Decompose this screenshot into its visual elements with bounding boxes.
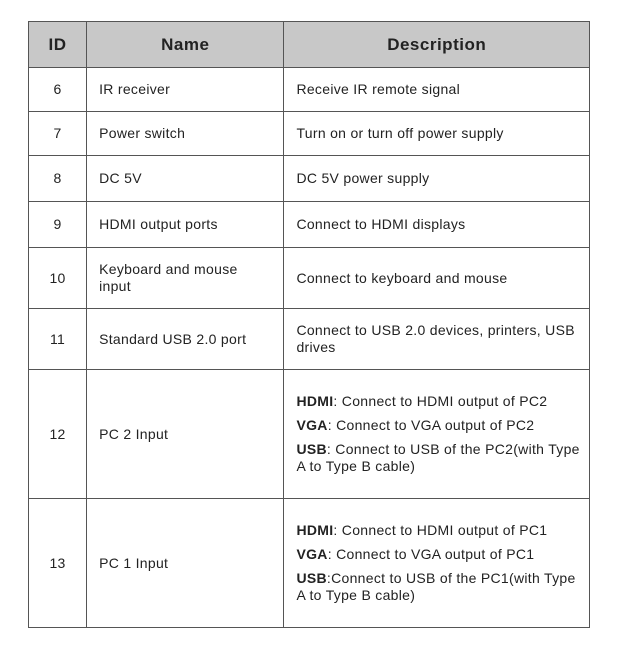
description-item	[296, 417, 581, 434]
header-row	[29, 22, 590, 68]
row-name: IR receiver	[87, 68, 284, 112]
row-id: 13	[29, 499, 87, 628]
description-item	[296, 570, 581, 604]
description-item-text: : Connect to VGA output of PC2	[327, 417, 535, 433]
description-item-text: : Connect to VGA output of PC1	[327, 546, 535, 562]
row-name: DC 5V	[87, 156, 284, 202]
table-row	[29, 68, 590, 112]
table-row	[29, 202, 590, 248]
row-description: DC 5V power supply	[284, 156, 590, 202]
description-item-label: HDMI	[296, 522, 334, 538]
spec-table	[28, 21, 590, 628]
description-item-label: VGA	[296, 546, 328, 562]
table-row	[29, 309, 590, 370]
row-name: Power switch	[87, 112, 284, 156]
description-item	[296, 441, 581, 475]
table-row	[29, 248, 590, 309]
row-id: 12	[29, 370, 87, 499]
row-name: Keyboard and mouse input	[87, 248, 284, 309]
table-body	[29, 68, 590, 628]
description-item-label: HDMI	[296, 393, 334, 409]
row-description: Connect to USB 2.0 devices, printers, USB drives	[284, 309, 590, 370]
row-name: Standard USB 2.0 port	[87, 309, 284, 370]
row-name: HDMI output ports	[87, 202, 284, 248]
table-row	[29, 112, 590, 156]
description-item	[296, 393, 581, 410]
header-description: Description	[284, 22, 590, 68]
description-item	[296, 522, 581, 539]
header-id: ID	[29, 22, 87, 68]
row-description: Connect to keyboard and mouse	[284, 248, 590, 309]
table-row	[29, 156, 590, 202]
description-item-text: :Connect to USB of the PC1(with Type A to Type B cable)	[296, 570, 576, 603]
description-item-label: VGA	[296, 417, 328, 433]
description-item	[296, 546, 581, 563]
description-item-text: : Connect to HDMI output of PC2	[333, 393, 548, 409]
row-id: 7	[29, 112, 87, 156]
row-id: 11	[29, 309, 87, 370]
description-item-label: USB	[296, 570, 327, 586]
table-row	[29, 499, 590, 628]
row-id: 6	[29, 68, 87, 112]
row-description: Turn on or turn off power supply	[284, 112, 590, 156]
description-item-text: : Connect to HDMI output of PC1	[333, 522, 548, 538]
table-row	[29, 370, 590, 499]
row-id: 9	[29, 202, 87, 248]
row-description: Receive IR remote signal	[284, 68, 590, 112]
description-item-label: USB	[296, 441, 327, 457]
row-description	[284, 370, 590, 499]
table-header	[29, 22, 590, 68]
row-name: PC 2 Input	[87, 370, 284, 499]
row-description	[284, 499, 590, 628]
row-name: PC 1 Input	[87, 499, 284, 628]
description-item-text: : Connect to USB of the PC2(with Type A to Type B cable)	[296, 441, 580, 474]
row-id: 8	[29, 156, 87, 202]
row-description: Connect to HDMI displays	[284, 202, 590, 248]
header-name: Name	[87, 22, 284, 68]
row-id: 10	[29, 248, 87, 309]
